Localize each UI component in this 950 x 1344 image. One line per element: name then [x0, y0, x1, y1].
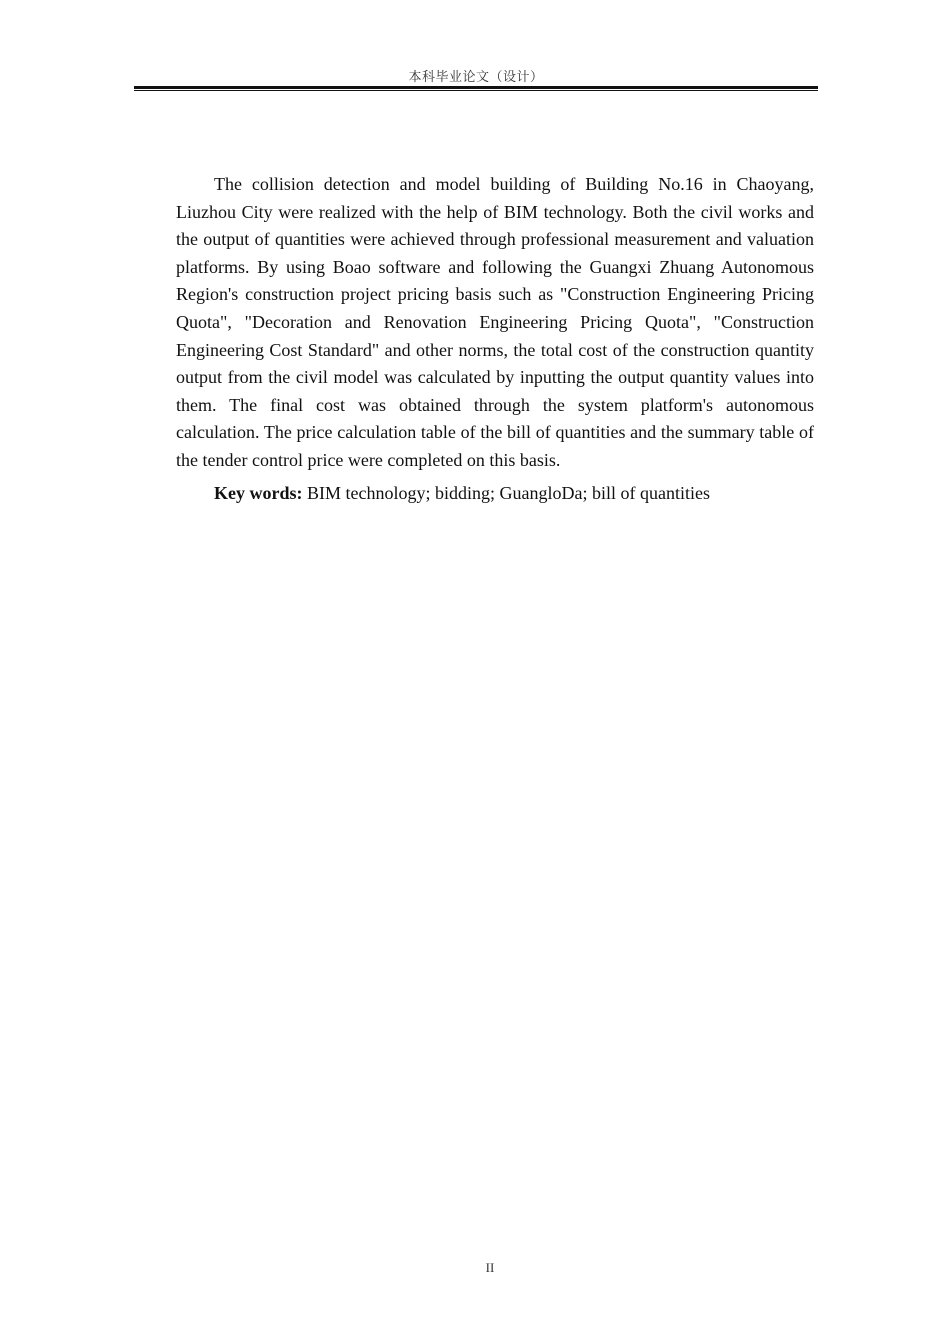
keywords-line: [176, 480, 814, 508]
abstract-paragraph: The collision detection and model building of Building No.16 in Chaoyang, Liuzhou City were realized with the help of BIM technology. Both the civil works and the output of quantities were achieved through professional measurement and valuation platforms. By using Boao software and following the Guangxi Zhuang Autonomous Region's construction project pricing basis such as "Construction Engineering Pricing Quota", "Decoration and Renovation Engineering Pricing Quota", "Construction Engineering Cost Standard" and other norms, the total cost of the construction quantity output from the civil model was calculated by inputting the output quantity values into them. The final cost was obtained through the system platform's autonomous calculation. The price calculation table of the bill of quantities and the summary table of the tender control price were completed on this basis.: [176, 174, 814, 470]
header-rule-thick: [134, 86, 818, 89]
keywords-text: BIM technology; bidding; GuangloDa; bill of quantities: [302, 482, 710, 503]
keywords-label: Key words:: [214, 482, 303, 503]
page-header: 本科毕业论文（设计）: [408, 69, 544, 84]
page-number: II: [485, 1260, 495, 1275]
abstract-body: [176, 171, 814, 507]
header-rule-thin: [134, 90, 818, 91]
